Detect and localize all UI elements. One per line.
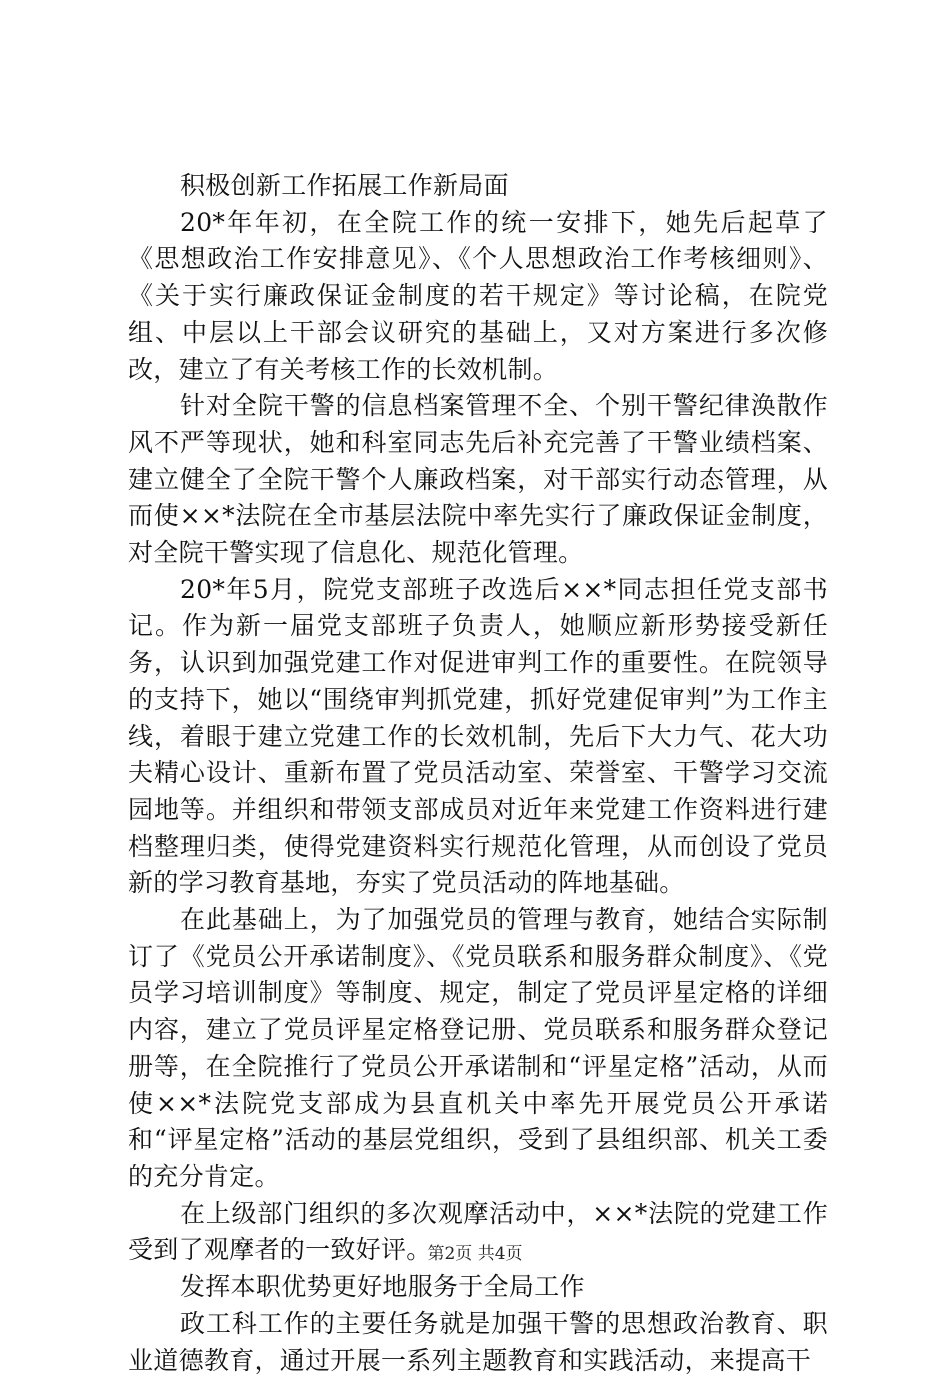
section-heading-innovation: 积极创新工作拓展工作新局面 bbox=[180, 171, 509, 200]
section-heading-service: 发挥本职优势更好地服务于全局工作 bbox=[180, 1272, 585, 1302]
paragraph-party-member-system: 在此基础上，为了加强党员的管理与教育，她结合实际制订了《党员公开承诺制度》、《党员联系和服务群众制度》、《党员学习培训制度》等制度、规定，制定了党员评星定格的详细内容，建立了党员评星定格登记册、党员联系和服务群众登记册等，在全院推行了党员公开承诺制和“评星定格”活动，从而使××*法院党支部成为县直机关中率先开展党员公开承诺和“评星定格”活动的基层党组织，受到了县组织部、机关工委的充分肯定。 bbox=[128, 905, 828, 1191]
paragraph-political-work: 政工科工作的主要任务就是加强干警的思想政治教育、职业道德教育，通过开展一系列主题教育和实践活动，来提高干 bbox=[128, 1308, 828, 1375]
page-number-footer: 第2页 共4页 bbox=[427, 1244, 523, 1264]
paragraph-observation-praise: 在上级部门组织的多次观摩活动中，××*法院的党建工作受到了观摩者的一致好评。 bbox=[128, 1198, 828, 1265]
document-body bbox=[128, 168, 828, 1379]
paragraph-party-branch: 20*年5月，院党支部班子改选后××*同志担任党支部书记。作为新一届党支部班子负责人，她顺应新形势接受新任务，认识到加强党建工作对促进审判工作的重要性。在院领导的支持下，她以“围绕审判抓党建，抓好党建促审判”为工作主线，着眼于建立党建工作的长效机制，先后下大力气、花大功夫精心设计、重新布置了党员活动室、荣誉室、干警学习交流园地等。并组织和带领支部成员对近年来党建工作资料进行建档整理归类，使得党建资料实行规范化管理，从而创设了党员新的学习教育基地，夯实了党员活动的阵地基础。 bbox=[128, 574, 828, 898]
paragraph-drafting-rules: 20*年年初，在全院工作的统一安排下，她先后起草了《思想政治工作安排意见》、《个人思想政治工作考核细则》、《关于实行廉政保证金制度的若干规定》等讨论稿，在院党组、中层以上干部会议研究的基础上，又对方案进行多次修改，建立了有关考核工作的长效机制。 bbox=[128, 207, 828, 384]
paragraph-archives-management: 针对全院干警的信息档案管理不全、个别干警纪律涣散作风不严等现状，她和科室同志先后补充完善了干警业绩档案、建立健全了全院干警个人廉政档案，对干部实行动态管理，从而使××*法院在全市基层法院中率先实行了廉政保证金制度，对全院干警实现了信息化、规范化管理。 bbox=[128, 391, 828, 568]
